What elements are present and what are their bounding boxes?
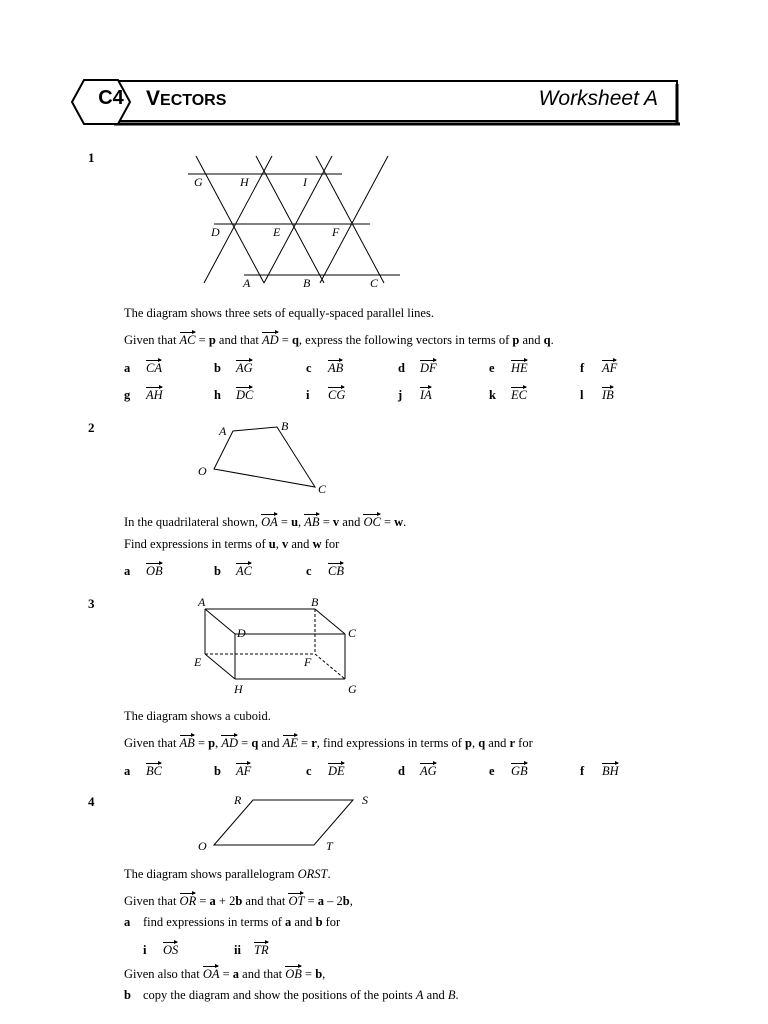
part-item: f BH: [580, 761, 619, 779]
part-item: b AF: [214, 761, 251, 779]
q4-part-b: b copy the diagram and show the positions of the points A and B.: [124, 988, 459, 1002]
point-label: F: [304, 655, 312, 669]
worksheet-label: Worksheet A: [538, 87, 658, 110]
point-label: S: [362, 793, 368, 807]
point-label: E: [194, 655, 202, 669]
point-label: B: [303, 276, 311, 290]
q4-part-a: a find expressions in terms of a and b for: [124, 915, 341, 929]
q2-instruction: Find expressions in terms of u, v and w for: [124, 537, 340, 551]
point-label: D: [211, 225, 220, 239]
point-label: C: [370, 276, 379, 290]
point-label: H: [240, 175, 249, 189]
part-item: d AG: [398, 761, 437, 779]
point-label: F: [332, 225, 340, 239]
point-label: C: [318, 482, 327, 496]
part-item: l IB: [580, 385, 614, 403]
chapter-code: C4: [98, 87, 124, 109]
point-label: T: [326, 839, 333, 853]
q3-statement: The diagram shows a cuboid.: [124, 709, 271, 723]
point-label: O: [198, 464, 207, 478]
worksheet-header: [70, 78, 680, 126]
part-item: k EC: [489, 385, 527, 403]
part-item: c AB: [306, 358, 343, 376]
point-label: O: [198, 839, 207, 853]
chapter-title: VECTORS: [146, 87, 227, 110]
question-number: 1: [88, 150, 95, 165]
part-item: g AH: [124, 385, 163, 403]
part-item: b AC: [214, 561, 252, 579]
part-item: i CG: [306, 385, 345, 403]
question-number: 2: [88, 420, 95, 435]
q4-given-also: Given also that OA = a and that OB = b,: [124, 964, 325, 982]
sub-part-item: i OS: [143, 940, 178, 958]
cuboid-diagram: [185, 592, 375, 700]
question-number: 3: [88, 596, 95, 611]
q4-statement: The diagram shows parallelogram ORST.: [124, 867, 331, 881]
point-label: R: [234, 793, 242, 807]
part-item: b AG: [214, 358, 253, 376]
parallelogram-diagram: [190, 790, 390, 860]
point-label: H: [234, 682, 243, 696]
part-item: d DF: [398, 358, 437, 376]
point-label: I: [303, 175, 307, 189]
point-label: B: [311, 595, 319, 609]
point-label: A: [198, 595, 206, 609]
point-label: E: [273, 225, 281, 239]
quadrilateral-diagram: [190, 415, 350, 500]
q3-given: Given that AB = p, AD = q and AE = r, find expressions in terms of p, q and r for: [124, 733, 533, 751]
q2-statement: In the quadrilateral shown, OA = u, AB = v and OC = w.: [124, 512, 406, 530]
point-label: D: [237, 626, 246, 640]
point-label: C: [348, 626, 357, 640]
q4-given: Given that OR = a + 2b and that OT = a – 2b,: [124, 891, 353, 909]
part-item: e GB: [489, 761, 528, 779]
q1-given: Given that AC = p and that AD = q, express the following vectors in terms of p and q.: [124, 330, 554, 348]
point-label: G: [348, 682, 357, 696]
part-item: e HE: [489, 358, 528, 376]
part-item: a OB: [124, 561, 163, 579]
part-item: a CA: [124, 358, 162, 376]
point-label: B: [281, 419, 289, 433]
point-label: G: [194, 175, 203, 189]
part-item: c CB: [306, 561, 344, 579]
q1-statement: The diagram shows three sets of equally-spaced parallel lines.: [124, 306, 434, 320]
question-number: 4: [88, 794, 95, 809]
part-item: h DC: [214, 385, 253, 403]
parallel-lines-diagram: [180, 150, 410, 295]
point-label: A: [243, 276, 251, 290]
part-item: a BC: [124, 761, 162, 779]
part-item: f AF: [580, 358, 617, 376]
sub-part-item: ii TR: [234, 940, 269, 958]
part-item: j IA: [398, 385, 432, 403]
part-item: c DE: [306, 761, 345, 779]
point-label: A: [219, 424, 227, 438]
